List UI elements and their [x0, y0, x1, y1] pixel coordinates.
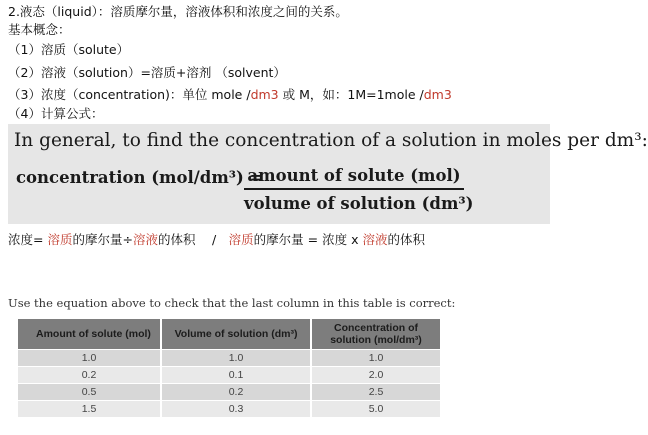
formula-box [8, 124, 648, 224]
unit-dm3-2: dm3 [423, 87, 452, 102]
fl-e: 的体积 / [157, 232, 229, 247]
unit-dm3-1: dm3 [250, 87, 279, 102]
basic-concepts-label: 基本概念： [8, 22, 71, 37]
cell: 1.0 [161, 350, 311, 367]
concept-solute: （1）溶质（solute） [8, 42, 130, 57]
cell: 0.1 [161, 367, 311, 384]
table-instruction: Use the equation above to check that the last column in this table is correct: [8, 296, 456, 310]
formula-fraction [244, 166, 474, 213]
table-header-row [18, 319, 440, 350]
cell: 0.5 [18, 384, 161, 401]
fl-solute-2: 溶质 [228, 232, 254, 247]
fl-solute-1: 溶质 [47, 232, 73, 247]
cell: 2.5 [311, 384, 440, 401]
fl-g: 的摩尔量 = 浓度 x [253, 232, 363, 247]
formula-label: （4）计算公式： [8, 106, 104, 121]
fraction-bar [244, 188, 464, 190]
cell: 1.5 [18, 401, 161, 418]
concentration-text-1: （3）浓度（concentration)：单位 mole / [8, 87, 251, 102]
formula-lhs: concentration (mol/dm³) = [16, 168, 264, 187]
concept-concentration [8, 86, 452, 104]
fl-c: 的摩尔量÷ [72, 232, 133, 247]
cell: 2.0 [311, 367, 440, 384]
cell: 1.0 [311, 350, 440, 367]
concentration-table [18, 319, 440, 417]
chinese-formula-line [8, 231, 425, 249]
fl-i: 的体积 [387, 232, 425, 247]
cell: 0.2 [161, 384, 311, 401]
col-volume: Volume of solution (dm³) [161, 319, 311, 350]
cell: 0.2 [18, 367, 161, 384]
table-row [18, 350, 440, 367]
col-concentration: Concentration of solution (mol/dm³) [311, 319, 440, 350]
cell: 0.3 [161, 401, 311, 418]
table-row [18, 401, 440, 418]
fraction-numerator: amount of solute (mol) [247, 166, 461, 185]
formula-box-title: In general, to find the concentration of a solution in moles per dm³: [14, 130, 648, 151]
table-row [18, 384, 440, 401]
fl-solution-1: 溶液 [132, 232, 158, 247]
fl-a: 浓度= [8, 232, 48, 247]
cell: 5.0 [311, 401, 440, 418]
fl-solution-2: 溶液 [362, 232, 388, 247]
heading-liquid: 2.液态（liquid）：溶质摩尔量，溶液体积和浓度之间的关系。 [8, 4, 348, 19]
table-row [18, 367, 440, 384]
concentration-text-2: 或 M，如：1M=1mole / [278, 87, 424, 102]
col-amount: Amount of solute (mol) [18, 319, 161, 350]
fraction-denominator: volume of solution (dm³) [244, 194, 474, 213]
concept-solution: （2）溶液（solution）=溶质+溶剂 （solvent） [8, 65, 286, 80]
cell: 1.0 [18, 350, 161, 367]
